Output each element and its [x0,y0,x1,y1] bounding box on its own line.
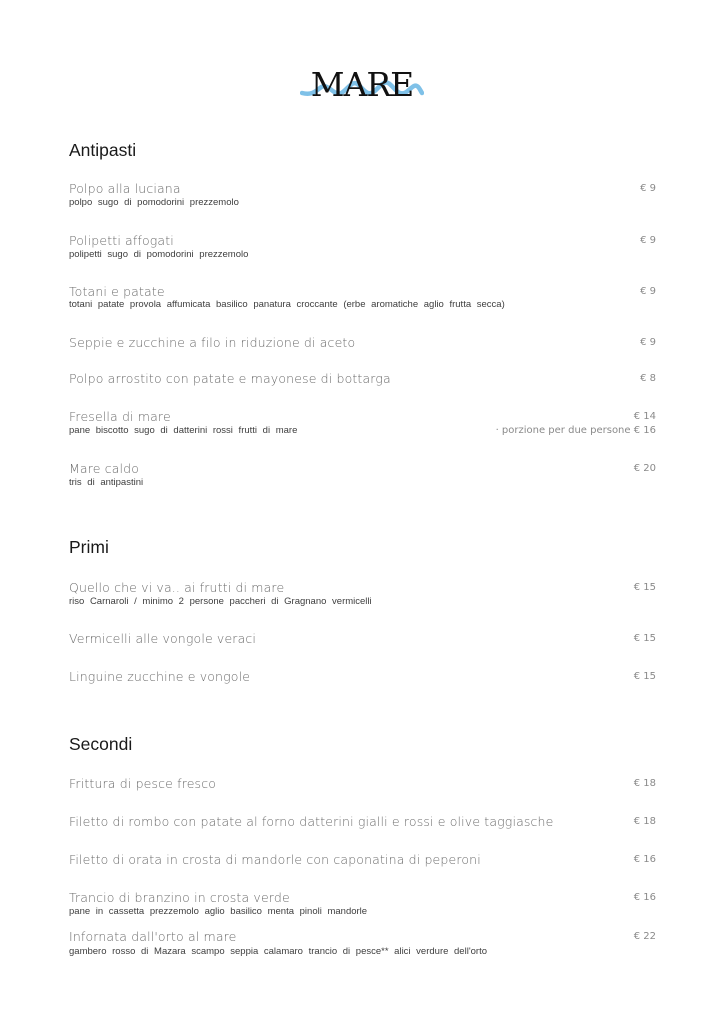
restaurant-logo [300,66,424,106]
menu-item-desc: polpo sugo di pomodorini prezzemolo [69,197,239,208]
menu-item-name: Frittura di pesce fresco [69,776,217,791]
menu-item-desc: riso Carnaroli / minimo 2 persone paccheri di Gragnano vermicelli [69,596,372,607]
menu-item-name: Totani e patate [69,284,165,299]
menu-item-name: Infornata dall'orto al mare [69,929,237,944]
menu-item-name: Trancio di branzino in crosta verde [69,890,290,905]
menu-item-desc: pane biscotto sugo di datterini rossi frutti di mare [69,425,298,436]
section-title-primi: Primi [69,537,109,557]
menu-item-name: Vermicelli alle vongole veraci [69,631,257,646]
menu-item-desc: polipetti sugo di pomodorini prezzemolo [69,249,249,260]
menu-item-price: € 16 [633,854,656,865]
menu-item-name: Mare caldo [69,461,140,476]
menu-item-price: € 15 [633,671,656,682]
menu-item-name: Polipetti affogati [69,233,174,248]
menu-item-price: € 18 [633,816,656,827]
menu-item-price: € 15 [633,633,656,644]
menu-item-desc: tris di antipastini [69,477,144,488]
logo-text: MARE [310,65,414,104]
menu-item-name: Filetto di rombo con patate al forno datterini gialli e rossi e olive taggiasche [69,814,554,829]
menu-item-price: € 18 [633,778,656,789]
menu-item-price: € 22 [633,931,656,942]
menu-item-price: € 9 [640,286,656,297]
menu-item-price: € 9 [640,337,656,348]
menu-item-name: Seppie e zucchine a filo in riduzione di aceto [69,335,356,350]
menu-item-price: € 15 [633,582,656,593]
menu-item-name: Filetto di orata in crosta di mandorle con caponatina di peperoni [69,852,481,867]
menu-item-name: Polpo arrostito con patate e mayonese di bottarga [69,371,391,386]
menu-item-price: € 9 [640,235,656,246]
menu-item-name: Quello che vi va.. ai frutti di mare [69,580,285,595]
menu-item-name: Polpo alla luciana [69,181,181,196]
section-title-secondi: Secondi [69,734,133,754]
menu-item-price: € 8 [640,373,656,384]
menu-item-price: € 14 [633,411,656,422]
menu-item-desc: pane in cassetta prezzemolo aglio basilico menta pinoli mandorle [69,906,368,917]
menu-item-desc: gambero rosso di Mazara scampo seppia calamaro trancio di pesce** alici verdure dell'orto [69,946,487,957]
menu-item-name: Fresella di mare [69,409,171,424]
menu-item-price: € 16 [633,892,656,903]
menu-item-desc: totani patate provola affumicata basilico panatura croccante (erbe aromatiche aglio frutta secca) [69,299,505,310]
menu-item-name: Linguine zucchine e vongole [69,669,251,684]
menu-item-price: € 9 [640,183,656,194]
section-title-antipasti: Antipasti [69,140,137,160]
menu-item-price-note: · porzione per due persone € 16 [495,425,656,436]
menu-item-price: € 20 [633,463,656,474]
